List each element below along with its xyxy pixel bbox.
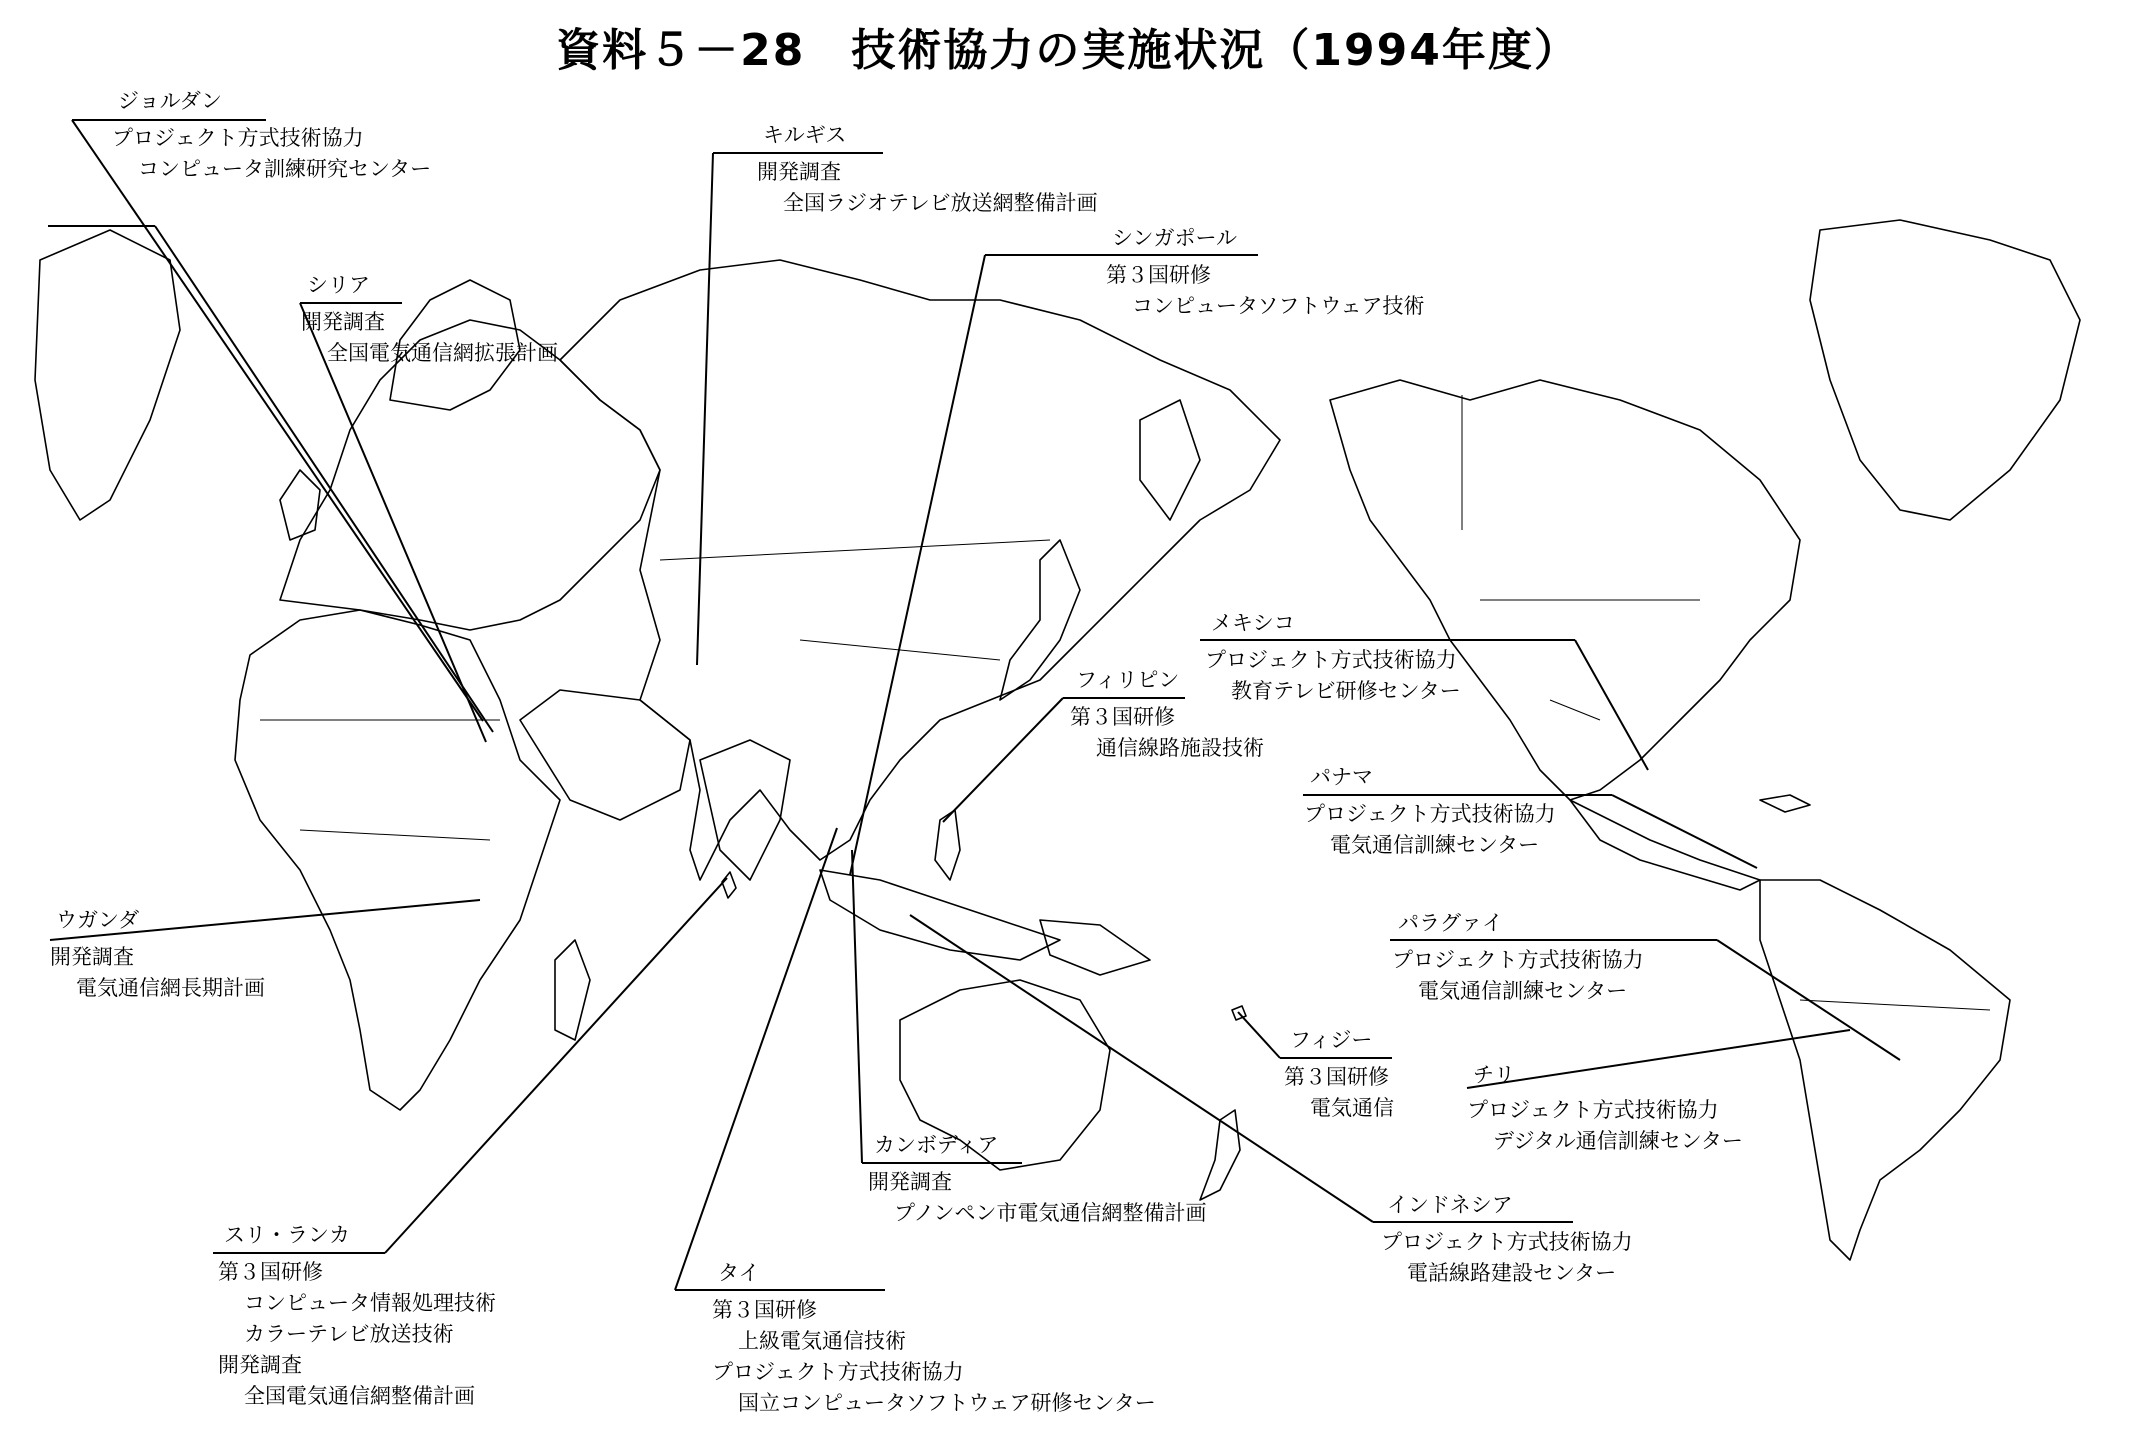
label-uganda — [50, 905, 265, 1004]
country-name: チリ — [1473, 1063, 1515, 1087]
cooperation-type: プロジェクト方式技術協力 — [1467, 1098, 1719, 1122]
country-name: インドネシア — [1387, 1193, 1513, 1217]
cooperation-type: 第３国研修 — [1070, 705, 1175, 729]
cooperation-detail: 通信線路施設技術 — [1096, 736, 1264, 760]
cooperation-detail: 電気通信訓練センター — [1418, 979, 1628, 1003]
country-name: タイ — [718, 1261, 760, 1285]
label-thailand — [712, 1258, 1156, 1419]
country-name: カンボディア — [874, 1133, 999, 1157]
landmass-south-america — [1760, 880, 2010, 1260]
country-name: パナマ — [1310, 765, 1373, 789]
landmass-caribbean — [1760, 795, 1810, 812]
cooperation-detail: 全国電気通信網整備計画 — [244, 1384, 475, 1408]
landmass-madagascar — [555, 940, 590, 1040]
landmass-greenland-west — [35, 230, 180, 520]
landmass-kamchatka — [1140, 400, 1200, 520]
landmass-greenland — [1810, 220, 2080, 520]
cooperation-detail: コンピュータソフトウェア技術 — [1132, 294, 1425, 318]
label-philippines — [1070, 665, 1264, 764]
label-singapore — [1106, 223, 1425, 322]
cooperation-type: プロジェクト方式技術協力 — [1392, 948, 1644, 972]
label-panama — [1304, 762, 1556, 861]
border-africa-central — [300, 830, 490, 840]
border-us-mexico — [1550, 700, 1600, 720]
cooperation-type: プロジェクト方式技術協力 — [712, 1360, 964, 1384]
landmass-new-guinea — [1040, 920, 1150, 975]
label-chile — [1467, 1060, 1743, 1157]
leader-srilanka — [213, 878, 727, 1253]
cooperation-type: 開発調査 — [868, 1170, 952, 1194]
leader-cambodia — [852, 850, 1022, 1163]
cooperation-type: 開発調査 — [50, 945, 134, 969]
cooperation-detail: 全国ラジオテレビ放送網整備計画 — [783, 191, 1098, 215]
border-asia-russia — [660, 540, 1050, 560]
label-paraguay — [1392, 908, 1644, 1007]
cooperation-detail: 電気通信訓練センター — [1330, 833, 1540, 857]
cooperation-detail: 教育テレビ研修センター — [1231, 679, 1461, 703]
landmass-india — [700, 740, 790, 880]
cooperation-type: 開発調査 — [301, 310, 385, 334]
cooperation-type: 第３国研修 — [1284, 1065, 1389, 1089]
cooperation-detail: コンピュータ訓練研究センター — [138, 157, 432, 181]
country-name: キルギス — [763, 123, 847, 147]
cooperation-detail: デジタル通信訓練センター — [1493, 1129, 1743, 1153]
landmass-africa — [235, 610, 560, 1110]
country-name: シンガポール — [1112, 226, 1238, 250]
cooperation-detail: コンピュータ情報処理技術 — [244, 1291, 496, 1315]
label-kyrgyz — [757, 120, 1098, 219]
cooperation-detail: 電気通信 — [1310, 1096, 1394, 1120]
country-name: シリア — [307, 273, 370, 297]
cooperation-type: 第３国研修 — [1106, 263, 1211, 287]
label-indonesia — [1381, 1190, 1633, 1289]
cooperation-type: 第３国研修 — [712, 1298, 817, 1322]
landmass-japan — [1000, 540, 1080, 700]
landmass-north-america — [1330, 380, 1800, 800]
cooperation-type: プロジェクト方式技術協力 — [1304, 802, 1556, 826]
landmass-arabia — [520, 690, 690, 820]
leader-singapore — [850, 255, 1258, 875]
label-fiji — [1284, 1025, 1394, 1124]
landmass-philippines — [935, 810, 960, 880]
cooperation-type: プロジェクト方式技術協力 — [1205, 648, 1457, 672]
leader-kyrgyz — [697, 153, 883, 665]
cooperation-type: プロジェクト方式技術協力 — [1381, 1230, 1633, 1254]
country-name: ウガンダ — [56, 908, 140, 932]
cooperation-detail: カラーテレビ放送技術 — [244, 1322, 454, 1346]
cooperation-type: 開発調査 — [218, 1353, 302, 1377]
label-srilanka — [218, 1220, 496, 1412]
landmass-sri-lanka — [722, 872, 736, 898]
landmass-uk — [280, 470, 320, 540]
cooperation-detail: 国立コンピュータソフトウェア研修センター — [738, 1391, 1156, 1415]
country-name: スリ・ランカ — [224, 1223, 350, 1247]
cooperation-detail: 電気通信網長期計画 — [76, 976, 265, 1000]
cooperation-type: プロジェクト方式技術協力 — [112, 126, 364, 150]
leader-jordan — [72, 120, 483, 721]
landmass-central-america — [1570, 800, 1760, 890]
cooperation-detail: 電話線路建設センター — [1407, 1261, 1617, 1285]
label-syria — [301, 270, 558, 369]
country-name: パラグァイ — [1398, 911, 1503, 935]
label-jordan — [112, 86, 431, 185]
cooperation-detail: 上級電気通信技術 — [738, 1329, 906, 1353]
page-title: 資料５－28 技術協力の実施状況（1994年度） — [556, 25, 1580, 76]
country-name: ジョルダン — [118, 89, 222, 113]
border-south-america — [1800, 1000, 1990, 1010]
country-name: メキシコ — [1211, 611, 1295, 635]
cooperation-detail: 全国電気通信網拡張計画 — [327, 341, 558, 365]
landmass-asia — [560, 260, 1280, 880]
cooperation-type: 第３国研修 — [218, 1260, 323, 1284]
cooperation-detail: プノンペン市電気通信網整備計画 — [894, 1201, 1207, 1225]
cooperation-type: 開発調査 — [757, 160, 841, 184]
country-name: フィリピン — [1076, 668, 1180, 692]
label-cambodia — [868, 1130, 1206, 1229]
country-name: フィジー — [1290, 1028, 1373, 1052]
